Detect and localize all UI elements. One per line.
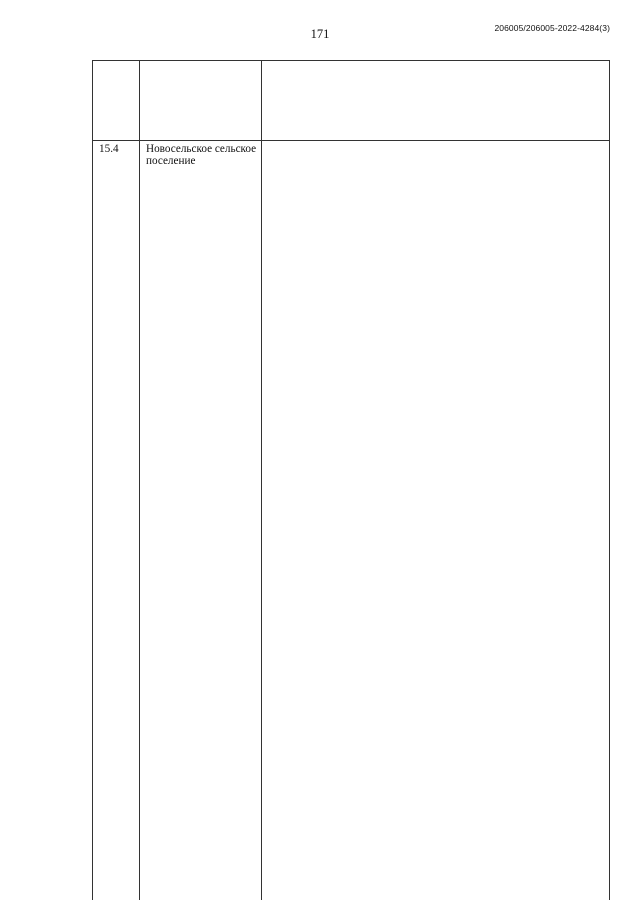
row-municipality-name: Новосельское сельское поселение: [146, 143, 257, 167]
document-id: 206005/206005-2022-4284(3): [494, 23, 610, 33]
column-divider: [139, 61, 140, 900]
data-table: [92, 60, 610, 900]
row-number: 15.4: [99, 143, 119, 155]
column-divider: [261, 61, 262, 900]
row-divider: [93, 140, 609, 141]
page-number: 171: [310, 27, 330, 41]
